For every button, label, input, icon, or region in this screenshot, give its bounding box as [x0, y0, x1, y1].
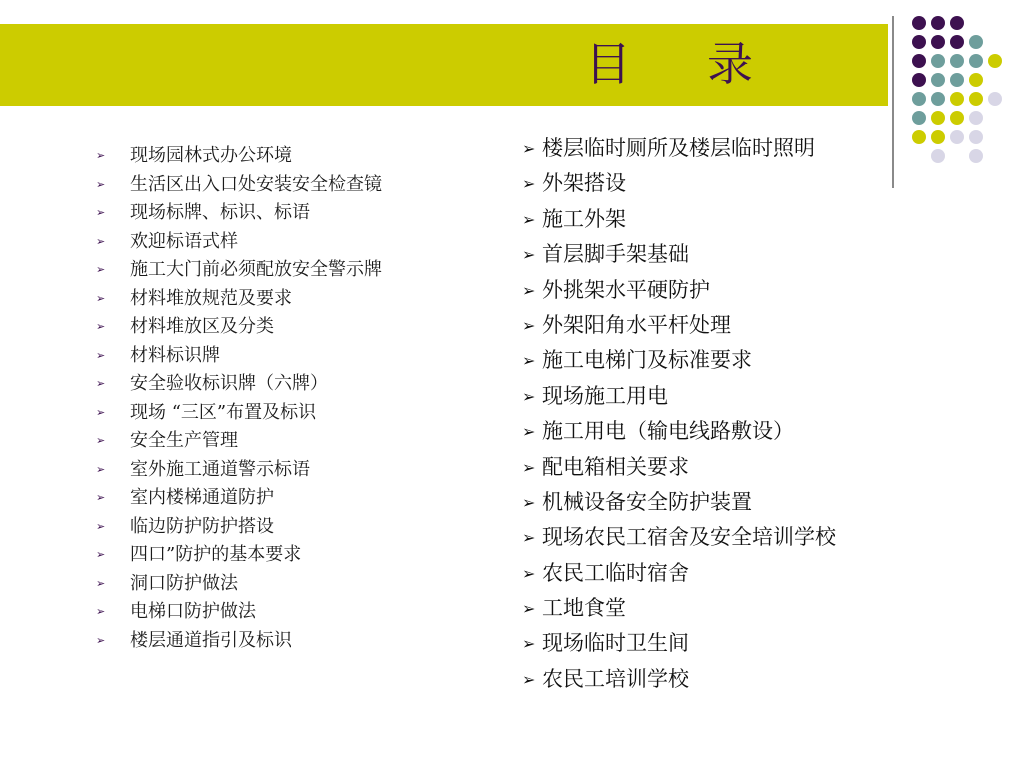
toc-item: [522, 414, 836, 449]
toc-item-label: 现场标牌、标识、标语: [130, 202, 310, 223]
arrowhead-bullet-icon: ➢: [522, 315, 536, 335]
decorative-dot: [950, 92, 964, 106]
decorative-dot: [931, 130, 945, 144]
toc-item-label: 农民工培训学校: [542, 666, 689, 691]
arrowhead-bullet-icon: ➢: [96, 434, 106, 447]
slide-title: 目录: [585, 37, 829, 91]
toc-item-label: 农民工临时宿舍: [542, 560, 689, 585]
arrowhead-bullet-icon: ➢: [96, 291, 106, 305]
toc-item: [96, 399, 382, 428]
arrowhead-bullet-icon: ➢: [522, 245, 536, 265]
toc-item-label: 施工电梯门及标准要求: [542, 348, 752, 373]
arrowhead-bullet-icon: ➢: [96, 348, 106, 362]
toc-item: [96, 228, 382, 257]
toc-item-label: 室外施工通道警示标语: [130, 458, 310, 480]
decorative-dot: [969, 35, 983, 49]
toc-item: [522, 591, 836, 626]
decorative-dot: [969, 130, 983, 144]
arrowhead-bullet-icon: ➢: [96, 633, 106, 647]
toc-item-label: 材料标识牌: [130, 344, 220, 366]
arrowhead-bullet-icon: ➢: [522, 528, 536, 548]
decorative-dot: [950, 54, 964, 68]
toc-item-label: 洞口防护做法: [130, 572, 238, 594]
toc-item-label: 施工外架: [542, 206, 626, 231]
arrowhead-bullet-icon: ➢: [522, 599, 536, 619]
toc-item: [522, 343, 836, 378]
toc-item-label: 现场 “三区”布置及标识: [130, 401, 317, 423]
toc-item-label: 现场临时卫生间: [542, 631, 689, 656]
decorative-dot: [969, 111, 983, 125]
toc-item: [522, 308, 836, 343]
decorative-dot: [969, 92, 983, 106]
arrowhead-bullet-icon: ➢: [96, 263, 106, 276]
toc-item: [96, 342, 382, 371]
toc-item-label: 楼层通道指引及标识: [130, 629, 292, 651]
toc-item: [96, 427, 382, 456]
decorative-dot: [912, 73, 926, 87]
toc-item: [522, 520, 836, 555]
decorative-dot: [988, 54, 1002, 68]
toc-item: [522, 450, 836, 485]
decorative-dot: [912, 35, 926, 49]
arrowhead-bullet-icon: ➢: [522, 139, 536, 158]
decorative-dot: [969, 73, 983, 87]
toc-item: [96, 598, 382, 627]
decorative-dot: [969, 149, 983, 163]
arrowhead-bullet-icon: ➢: [96, 576, 106, 590]
toc-item-label: 安全验收标识牌（六牌）: [130, 373, 328, 394]
arrowhead-bullet-icon: ➢: [96, 206, 106, 219]
arrowhead-bullet-icon: ➢: [96, 177, 106, 191]
decorative-dot: [950, 35, 964, 49]
toc-item-label: 现场施工用电: [542, 383, 668, 408]
arrowhead-bullet-icon: ➢: [96, 605, 106, 618]
decorative-dot: [931, 149, 945, 163]
toc-item: [522, 485, 836, 520]
toc-item: [522, 379, 836, 414]
toc-item-label: 工地食堂: [542, 596, 626, 621]
toc-item: [96, 513, 382, 542]
arrowhead-bullet-icon: ➢: [96, 377, 106, 390]
arrowhead-bullet-icon: ➢: [96, 320, 106, 333]
decorative-dot: [950, 130, 964, 144]
decorative-dot: [912, 111, 926, 125]
arrowhead-bullet-icon: ➢: [522, 422, 536, 442]
decorative-dot: [931, 16, 945, 30]
toc-item-label: 生活区出入口处安装安全检查镜: [130, 173, 382, 195]
toc-item: [96, 256, 382, 285]
toc-item: [96, 456, 382, 485]
toc-item: [96, 142, 382, 171]
toc-item-label: 机械设备安全防护装置: [542, 489, 752, 514]
toc-item-label: 施工用电（输电线路敷设）: [542, 419, 794, 444]
arrowhead-bullet-icon: ➢: [522, 209, 536, 229]
arrowhead-bullet-icon: ➢: [522, 457, 536, 477]
decorative-dot: [912, 130, 926, 144]
toc-item: [96, 370, 382, 399]
toc-item-label: 四口”防护的基本要求: [130, 544, 302, 565]
toc-item: [522, 166, 836, 201]
toc-item-label: 材料堆放区及分类: [130, 316, 274, 337]
toc-item-label: 材料堆放规范及要求: [130, 287, 292, 309]
toc-item: [96, 541, 382, 570]
decorative-dot: [988, 92, 1002, 106]
toc-item: [96, 313, 382, 342]
toc-item: [96, 570, 382, 599]
toc-item-label: 现场农民工宿舍及安全培训学校: [542, 525, 836, 550]
toc-item-label: 电梯口防护做法: [130, 601, 256, 622]
toc-item: [96, 171, 382, 200]
toc-item: [96, 285, 382, 314]
decorative-dot: [969, 54, 983, 68]
toc-item: [522, 556, 836, 591]
decorative-dot: [931, 92, 945, 106]
decorative-dot: [931, 54, 945, 68]
toc-item: [522, 131, 836, 166]
toc-item-label: 现场园林式办公环境: [130, 145, 292, 166]
arrowhead-bullet-icon: ➢: [96, 149, 106, 162]
toc-item-label: 外挑架水平硬防护: [542, 277, 710, 302]
toc-item-label: 外架搭设: [542, 171, 626, 196]
toc-item: [522, 202, 836, 237]
arrowhead-bullet-icon: ➢: [522, 351, 536, 371]
decorative-dot: [950, 73, 964, 87]
toc-item-label: 配电箱相关要求: [542, 454, 689, 479]
decorative-dot: [950, 16, 964, 30]
toc-item-label: 首层脚手架基础: [542, 242, 689, 267]
toc-item-label: 外架阳角水平杆处理: [542, 312, 731, 337]
decorative-dot: [931, 73, 945, 87]
divider-line: [892, 16, 894, 188]
toc-item: [522, 662, 836, 697]
decorative-dot: [931, 111, 945, 125]
arrowhead-bullet-icon: ➢: [522, 634, 536, 654]
toc-item: [96, 484, 382, 513]
arrowhead-bullet-icon: ➢: [96, 491, 106, 504]
decorative-dot: [950, 111, 964, 125]
arrowhead-bullet-icon: ➢: [96, 519, 106, 533]
arrowhead-bullet-icon: ➢: [522, 386, 536, 406]
toc-list-left: [96, 142, 382, 655]
decorative-dot: [912, 54, 926, 68]
decorative-dot: [912, 92, 926, 106]
arrowhead-bullet-icon: ➢: [522, 280, 536, 300]
toc-item: [522, 273, 836, 308]
arrowhead-bullet-icon: ➢: [522, 492, 536, 512]
toc-item: [96, 627, 382, 656]
toc-list-right: [522, 131, 836, 697]
arrowhead-bullet-icon: ➢: [522, 563, 536, 583]
toc-item: [522, 626, 836, 661]
decorative-dot: [912, 16, 926, 30]
toc-item-label: 欢迎标语式样: [130, 230, 238, 252]
arrowhead-bullet-icon: ➢: [96, 462, 106, 476]
arrowhead-bullet-icon: ➢: [96, 548, 106, 561]
arrowhead-bullet-icon: ➢: [522, 669, 536, 689]
toc-item: [522, 237, 836, 272]
toc-item-label: 施工大门前必须配放安全警示牌: [130, 259, 382, 280]
decorative-dot: [931, 35, 945, 49]
arrowhead-bullet-icon: ➢: [522, 174, 536, 194]
toc-item-label: 楼层临时厕所及楼层临时照明: [542, 136, 815, 160]
toc-item: [96, 199, 382, 228]
arrowhead-bullet-icon: ➢: [96, 405, 106, 419]
arrowhead-bullet-icon: ➢: [96, 234, 106, 248]
toc-item-label: 临边防护防护搭设: [130, 515, 274, 537]
toc-item-label: 室内楼梯通道防护: [130, 487, 274, 508]
toc-item-label: 安全生产管理: [130, 430, 238, 451]
